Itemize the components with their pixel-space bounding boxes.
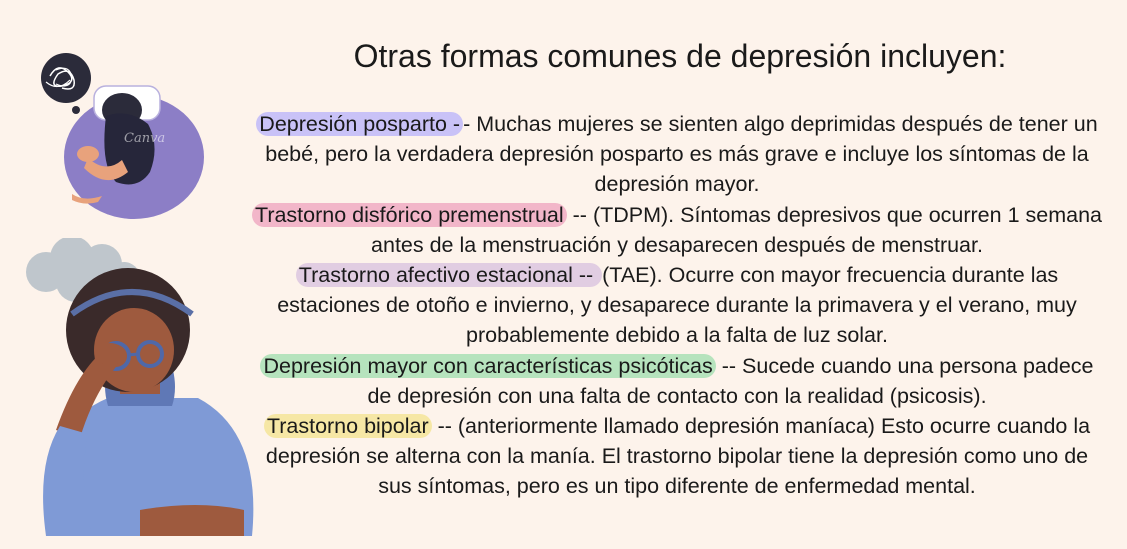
sad-woman-lying-illustration bbox=[36, 52, 212, 220]
item-posparto bbox=[256, 112, 1097, 196]
item-tdpm bbox=[252, 203, 1102, 257]
term-trastorno-disforico-premenstrual: Trastorno disfórico premenstrual bbox=[252, 203, 567, 227]
desc-depresion-posparto: - Muchas mujeres se sienten algo deprimidas después de tener un bebé, pero la verdadera depresión posparto es más grave e incluye los síntomas de la depresión mayor. bbox=[265, 112, 1098, 197]
desc-trastorno-bipolar: -- (anteriormente llamado depresión maníaca) Esto ocurre cuando la depresión se alterna con la manía. El trastorno bipolar tiene la depresión como uno de sus síntomas, pero es un tipo diferente de enfermedad mental. bbox=[265, 414, 1091, 499]
term-trastorno-afectivo-estacional: Trastorno afectivo estacional -- bbox=[296, 263, 602, 287]
desc-depresion-mayor-psicotica: -- Sucede cuando una persona padece de depresión con una falta de contacto con la realidad (psicosis). bbox=[367, 353, 1094, 408]
depression-types-list bbox=[248, 109, 1106, 502]
term-depresion-mayor-psicotica: Depresión mayor con características psicóticas bbox=[260, 354, 715, 378]
item-psicotica bbox=[260, 354, 1093, 408]
stressed-woman-illustration bbox=[20, 238, 265, 536]
canva-watermark: Canva bbox=[124, 131, 166, 146]
desc-trastorno-disforico-premenstrual: -- (TDPM). Síntomas depresivos que ocurren 1 semana antes de la menstruación y desaparecen después de menstruar. bbox=[371, 202, 1102, 257]
term-trastorno-bipolar: Trastorno bipolar bbox=[264, 414, 432, 438]
item-bipolar bbox=[264, 414, 1090, 498]
item-tae bbox=[277, 263, 1077, 347]
term-depresion-posparto: Depresión posparto - bbox=[256, 112, 463, 136]
desc-trastorno-afectivo-estacional: (TAE). Ocurre con mayor frecuencia durante las estaciones de otoño e invierno, y desaparece durante la primavera y el verano, muy probablemente debido a la falta de luz solar. bbox=[277, 263, 1077, 348]
tangled-thought-bubble-icon bbox=[41, 53, 91, 103]
page-title: Otras formas comunes de depresión incluyen: bbox=[353, 38, 1007, 74]
